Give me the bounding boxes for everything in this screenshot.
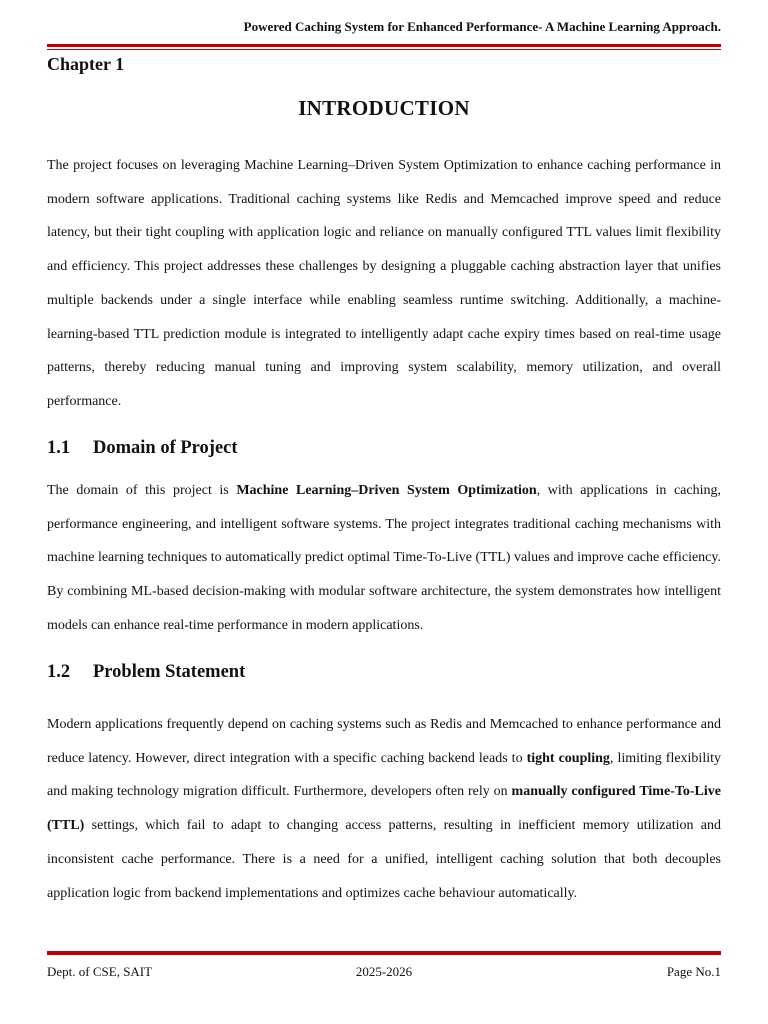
- header-rule-thin: [47, 49, 721, 50]
- chapter-title: INTRODUCTION: [298, 96, 470, 120]
- domain-bold-term: Machine Learning–Driven System Optimization: [236, 483, 537, 498]
- header-rule: [47, 44, 721, 47]
- section-heading-1-1: [47, 438, 238, 459]
- problem-bold-1: tight coupling: [526, 750, 610, 766]
- domain-text-lead: The domain of this project is: [47, 483, 237, 498]
- section-title: Problem Statement: [93, 662, 246, 682]
- intro-paragraph: The project focuses on leveraging Machine Learning–Driven System Optimization to enhance caching performance in modern software applications. Traditional caching systems like Redis and Memcached improve speed and reduce latency, but their tight coupling with application logic and reliance on manually configured TTL values limit flexibility and efficiency. This project addresses these challenges by designing a pluggable caching abstraction layer that unifies multiple backends under a single interface while enabling seamless runtime switching. Additionally, a machine-learning-based TTL prediction module is integrated to intelligently adapt cache expiry times based on real-time usage patterns, thereby reducing manual tuning and improving system scalability, memory utilization, and overall performance.: [47, 158, 721, 409]
- problem-text-2: , limiting flexibility and making technology migration difficult. Furthermore, developers often rely on: [47, 750, 721, 800]
- problem-text-3: settings, which fail to adapt to changing access patterns, resulting in inefficient memory utilization and inconsistent cache performance. There is a need for a unified, intelligent caching solution that both decouples application logic from backend implementations and optimizes cache behaviour automatically.: [47, 818, 721, 901]
- problem-bold-2: manually configured Time-To-Live (TTL): [47, 784, 721, 834]
- problem-text-1: Modern applications frequently depend on caching systems such as Redis and Memcached to enhance performance and reduce latency. However, direct integration with a specific caching backend leads to: [47, 717, 721, 766]
- section-number: 1.2: [47, 662, 71, 682]
- footer-rule: [47, 951, 721, 955]
- footer-page-number: Page No.1: [666, 964, 721, 979]
- running-header-title: Powered Caching System for Enhanced Performance- A Machine Learning Approach.: [243, 19, 721, 34]
- section-number: 1.1: [47, 438, 71, 458]
- footer-dept: Dept. of CSE, SAIT: [47, 964, 153, 979]
- domain-paragraph: [47, 474, 721, 643]
- problem-paragraph: [47, 708, 721, 910]
- chapter-label: Chapter 1: [47, 54, 125, 74]
- section-title: Domain of Project: [93, 438, 238, 458]
- section-heading-1-2: [47, 662, 245, 683]
- footer-year: 2025-2026: [355, 964, 413, 979]
- domain-text-rest: , with applications in caching, performance engineering, and intelligent software systems. The project integrates traditional caching mechanisms with machine learning techniques to automatically predict optimal Time-To-Live (TTL) values and improve cache efficiency. By combining ML-based decision-making with modular software architecture, the system demonstrates how intelligent models can enhance real-time performance in modern applications.: [47, 483, 721, 633]
